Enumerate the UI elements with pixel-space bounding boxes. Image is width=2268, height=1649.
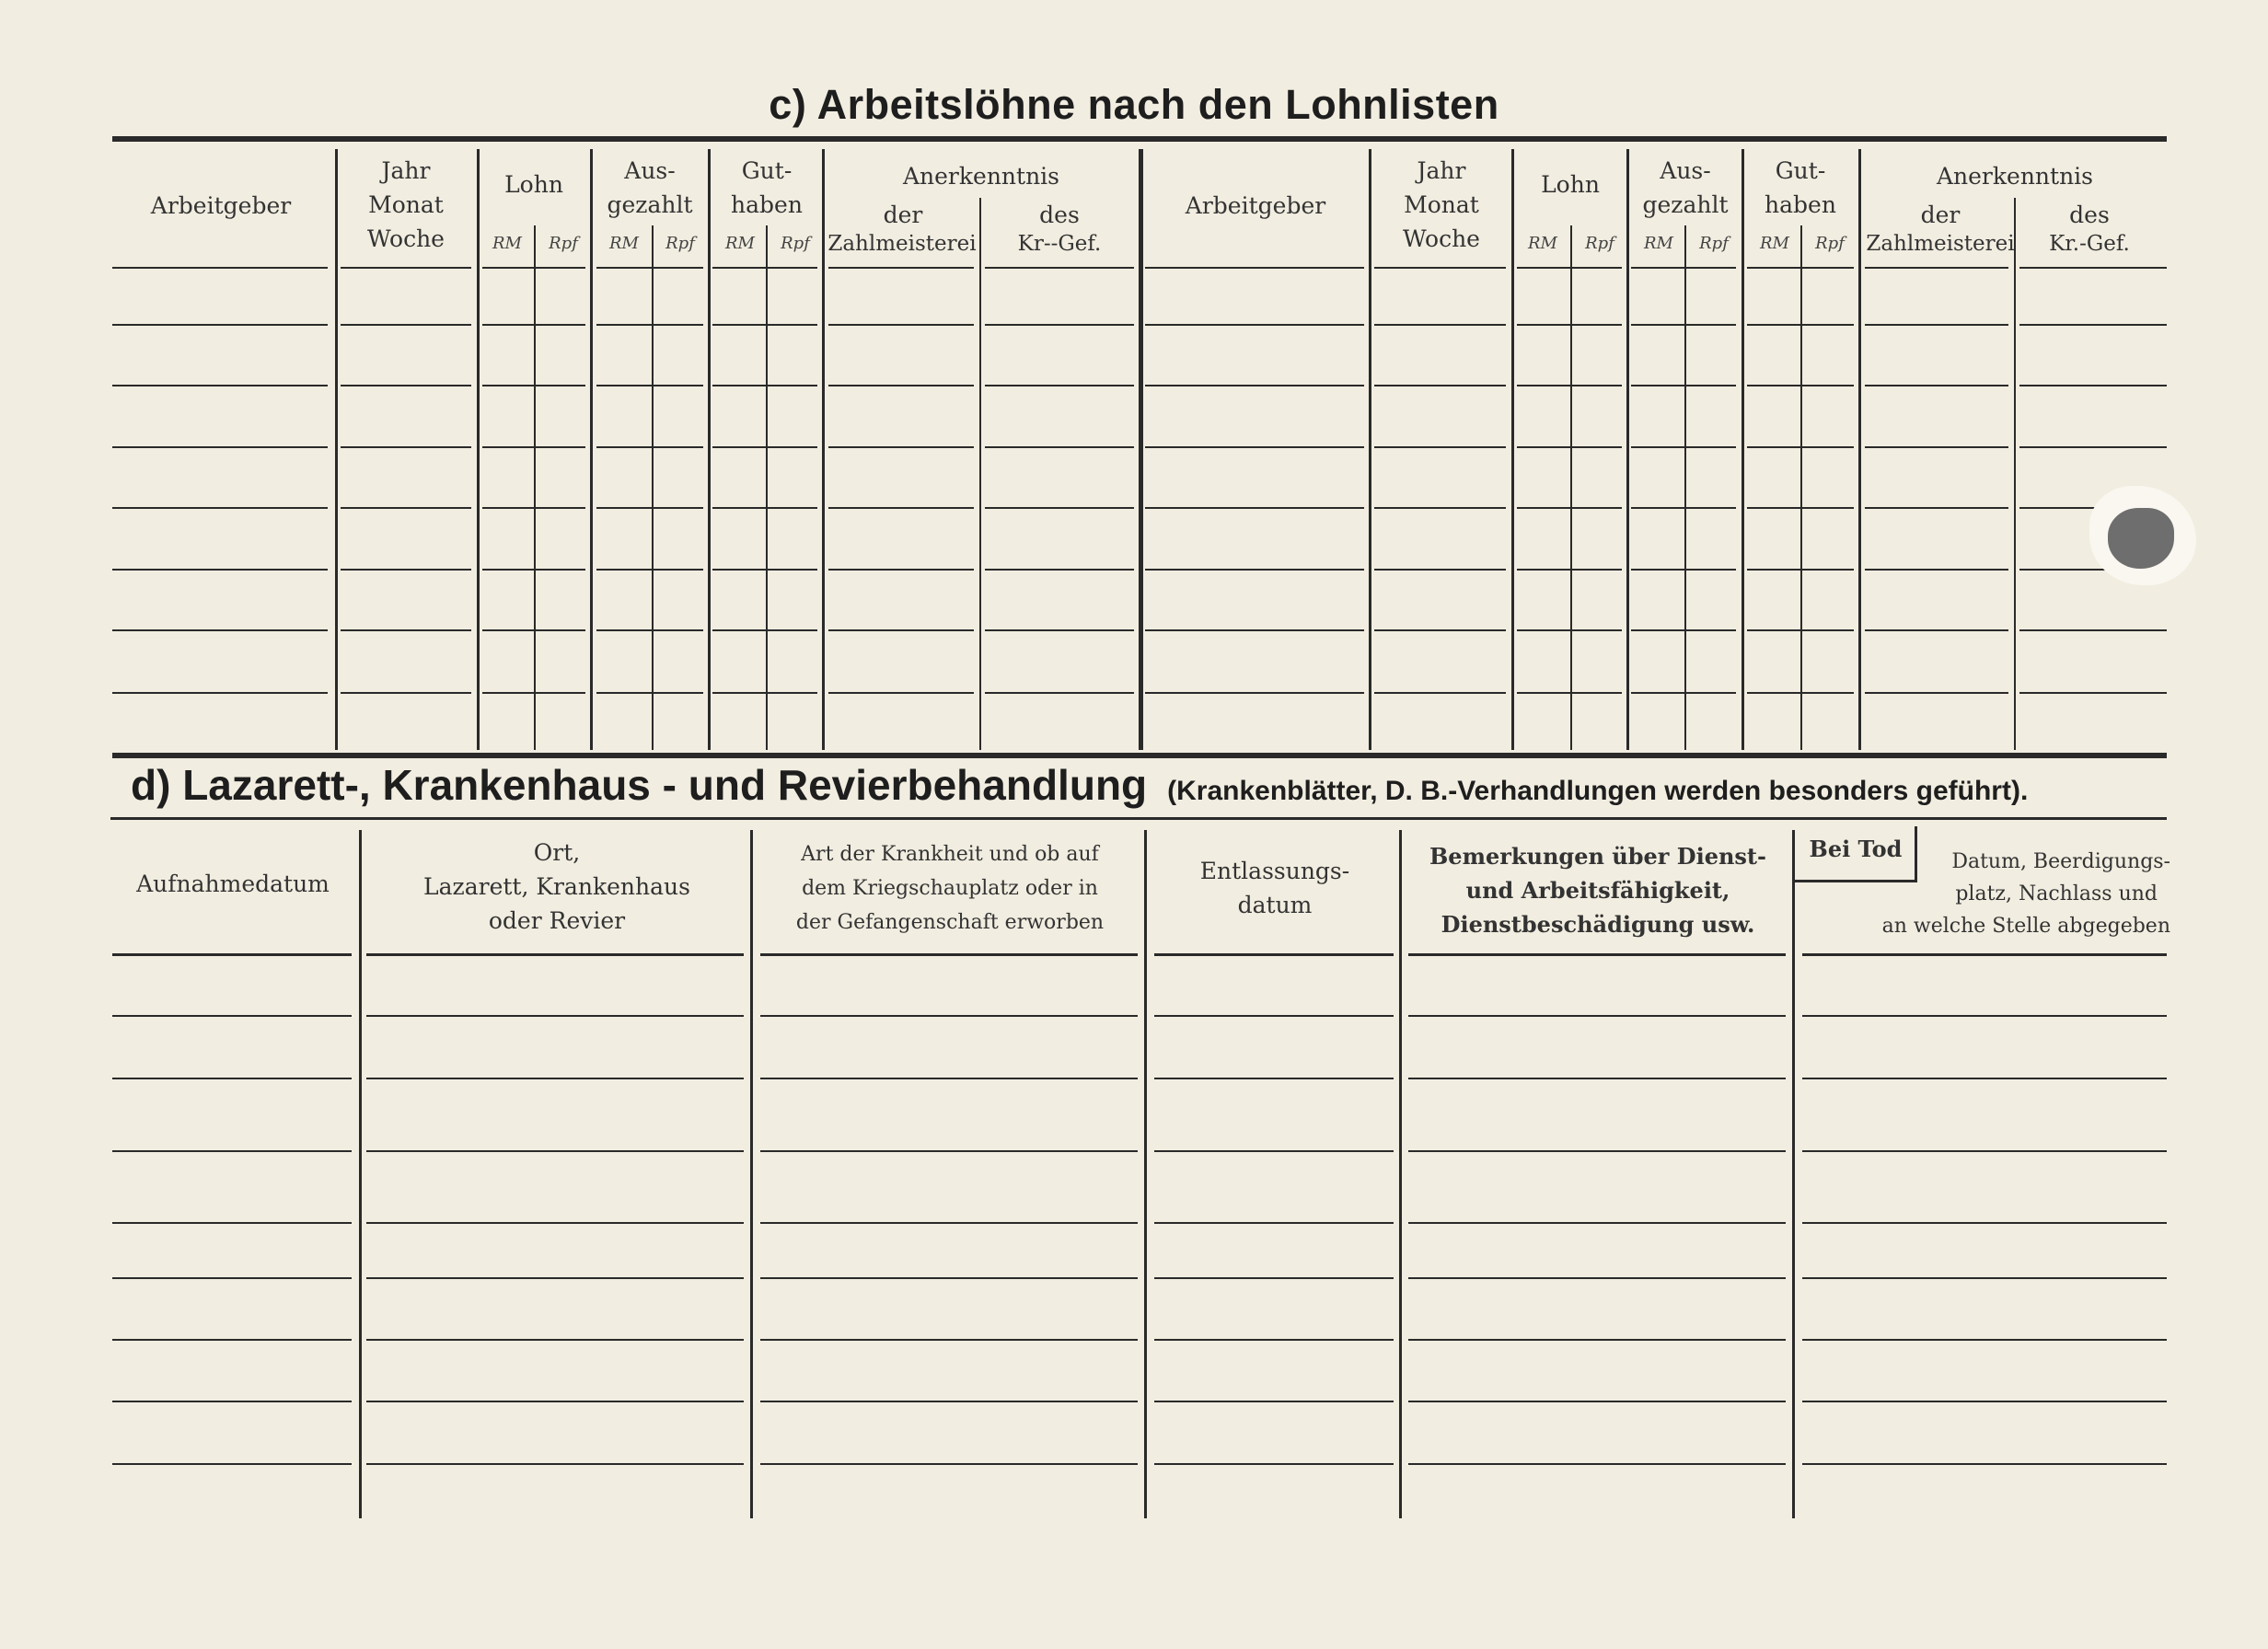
column-divider bbox=[708, 149, 711, 750]
row-line bbox=[828, 507, 974, 509]
row-line bbox=[1631, 692, 1736, 694]
row-line bbox=[712, 385, 817, 386]
row-line bbox=[985, 446, 1134, 448]
row-line bbox=[112, 1277, 352, 1279]
row-line bbox=[1631, 324, 1736, 326]
header-aufnahmedatum: Aufnahmedatum bbox=[136, 871, 330, 897]
column-divider bbox=[1139, 149, 1143, 750]
row-line bbox=[482, 507, 585, 509]
row-line bbox=[112, 1401, 352, 1402]
section-d-top-rule bbox=[110, 817, 2167, 820]
header-ort-line2: Lazarett, Krankenhaus bbox=[423, 873, 690, 900]
row-line bbox=[1517, 569, 1622, 571]
row-line bbox=[1408, 1150, 1786, 1152]
row-line bbox=[1802, 1401, 2167, 1402]
row-line bbox=[341, 507, 471, 509]
row-line bbox=[1145, 507, 1364, 509]
column-divider bbox=[1792, 830, 1795, 1518]
header-woche-right: Woche bbox=[1403, 225, 1480, 252]
row-line bbox=[712, 569, 817, 571]
column-divider bbox=[1144, 830, 1147, 1518]
row-line bbox=[985, 385, 1134, 386]
section-d-title-main: d) Lazarett-, Krankenhaus - und Revierbehandlung bbox=[131, 761, 1148, 809]
column-divider bbox=[1742, 149, 1744, 750]
header-arbeitgeber-left: Arbeitgeber bbox=[150, 192, 292, 219]
header-lohn-right: Lohn bbox=[1541, 171, 1600, 198]
row-line bbox=[112, 1015, 352, 1017]
row-line bbox=[596, 629, 703, 631]
row-line bbox=[985, 692, 1134, 694]
row-line bbox=[482, 629, 585, 631]
header-underline bbox=[366, 953, 744, 956]
row-line bbox=[1154, 1078, 1394, 1079]
sub-column-divider bbox=[534, 225, 536, 750]
row-line bbox=[1517, 629, 1622, 631]
row-line bbox=[366, 1401, 744, 1402]
row-line bbox=[112, 569, 328, 571]
header-underline bbox=[1154, 953, 1394, 956]
header-underline bbox=[1408, 953, 1786, 956]
row-line bbox=[1145, 569, 1364, 571]
row-line bbox=[112, 507, 328, 509]
unit-rpf: Rpf bbox=[1699, 234, 1729, 253]
row-line bbox=[112, 1150, 352, 1152]
row-line bbox=[985, 629, 1134, 631]
row-line bbox=[2019, 385, 2167, 386]
row-line bbox=[1154, 1401, 1394, 1402]
row-line bbox=[1154, 1222, 1394, 1224]
header-anerkenntnis-right: Anerkenntnis bbox=[1936, 163, 2094, 190]
header-entlassungs-line2: datum bbox=[1237, 892, 1313, 918]
row-line bbox=[1802, 1015, 2167, 1017]
header-monat-right: Monat bbox=[1404, 191, 1479, 218]
row-line bbox=[985, 507, 1134, 509]
sub-column-divider bbox=[979, 198, 981, 750]
row-line bbox=[1145, 629, 1364, 631]
header-ort-line3: oder Revier bbox=[488, 907, 626, 934]
row-line bbox=[828, 569, 974, 571]
header-entlassungs-line1: Entlassungs- bbox=[1199, 858, 1350, 884]
header-underline bbox=[482, 267, 585, 269]
header-underline bbox=[1865, 267, 2008, 269]
header-underline bbox=[112, 953, 352, 956]
header-underline bbox=[112, 267, 328, 269]
header-gezahlt-left: gezahlt bbox=[607, 191, 693, 218]
row-line bbox=[341, 385, 471, 386]
header-underline bbox=[1631, 267, 1736, 269]
header-zahlmeisterei-left: Zahlmeisterei bbox=[827, 232, 977, 256]
row-line bbox=[1865, 385, 2008, 386]
row-line bbox=[1517, 324, 1622, 326]
unit-rpf: Rpf bbox=[665, 234, 695, 253]
section-d-note: (Krankenblätter, D. B.-Verhandlungen werden besonders geführt). bbox=[1167, 776, 2029, 806]
section-c-top-rule bbox=[112, 136, 2167, 142]
header-underline bbox=[1145, 267, 1364, 269]
row-line bbox=[1154, 1015, 1394, 1017]
row-line bbox=[1517, 692, 1622, 694]
header-aus-left: Aus- bbox=[624, 157, 676, 184]
row-line bbox=[1865, 692, 2008, 694]
row-line bbox=[712, 446, 817, 448]
row-line bbox=[1747, 446, 1854, 448]
row-line bbox=[760, 1277, 1138, 1279]
unit-rm: RM bbox=[492, 234, 522, 253]
row-line bbox=[1408, 1078, 1786, 1079]
header-bemerkungen-line2: und Arbeitsfähigkeit, bbox=[1465, 877, 1730, 904]
header-bei-tod: Bei Tod bbox=[1809, 836, 1903, 862]
section-d-title bbox=[131, 760, 2028, 815]
row-line bbox=[1631, 629, 1736, 631]
row-line bbox=[366, 1277, 744, 1279]
header-underline bbox=[828, 267, 974, 269]
row-line bbox=[112, 629, 328, 631]
header-jahr-right: Jahr bbox=[1417, 157, 1466, 184]
row-line bbox=[1408, 1463, 1786, 1465]
row-line bbox=[366, 1150, 744, 1152]
row-line bbox=[760, 1463, 1138, 1465]
row-line bbox=[1408, 1015, 1786, 1017]
row-line bbox=[341, 569, 471, 571]
row-line bbox=[760, 1078, 1138, 1079]
row-line bbox=[112, 1463, 352, 1465]
row-line bbox=[596, 692, 703, 694]
row-line bbox=[1747, 629, 1854, 631]
row-line bbox=[760, 1401, 1138, 1402]
sub-column-divider bbox=[652, 225, 654, 750]
row-line bbox=[366, 1463, 744, 1465]
header-underline bbox=[2019, 267, 2167, 269]
row-line bbox=[1747, 385, 1854, 386]
row-line bbox=[828, 629, 974, 631]
punched-hole bbox=[2108, 508, 2174, 569]
row-line bbox=[1374, 385, 1506, 386]
row-line bbox=[712, 507, 817, 509]
header-jahr-left: Jahr bbox=[381, 157, 431, 184]
row-line bbox=[366, 1015, 744, 1017]
header-datum-line2: platz, Nachlass und bbox=[1955, 882, 2158, 905]
row-line bbox=[1747, 692, 1854, 694]
header-underline bbox=[341, 267, 471, 269]
row-line bbox=[482, 385, 585, 386]
row-line bbox=[828, 446, 974, 448]
header-anerkenntnis-left: Anerkenntnis bbox=[902, 163, 1060, 190]
header-underline bbox=[1517, 267, 1622, 269]
column-divider bbox=[1511, 149, 1514, 750]
row-line bbox=[712, 324, 817, 326]
row-line bbox=[828, 385, 974, 386]
row-line bbox=[1408, 1277, 1786, 1279]
header-krgef-left: Kr--Gef. bbox=[1017, 232, 1102, 256]
row-line bbox=[341, 446, 471, 448]
unit-rpf: Rpf bbox=[1815, 234, 1845, 253]
column-divider bbox=[359, 830, 362, 1518]
row-line bbox=[482, 446, 585, 448]
header-der-right: der bbox=[1920, 202, 1961, 228]
row-line bbox=[112, 446, 328, 448]
row-line bbox=[1145, 692, 1364, 694]
section-separator-rule bbox=[112, 753, 2167, 758]
header-underline bbox=[1374, 267, 1506, 269]
header-gezahlt-right: gezahlt bbox=[1642, 191, 1729, 218]
row-line bbox=[482, 692, 585, 694]
row-line bbox=[1865, 507, 2008, 509]
unit-rpf: Rpf bbox=[549, 234, 578, 253]
row-line bbox=[112, 1078, 352, 1079]
header-underline bbox=[712, 267, 817, 269]
header-haben-right: haben bbox=[1765, 191, 1836, 218]
unit-rm: RM bbox=[1760, 234, 1789, 253]
header-ort-line1: Ort, bbox=[533, 839, 581, 866]
sub-column-divider bbox=[766, 225, 768, 750]
row-line bbox=[112, 1339, 352, 1341]
row-line bbox=[1374, 446, 1506, 448]
row-line bbox=[1802, 1339, 2167, 1341]
sub-column-divider bbox=[1800, 225, 1802, 750]
row-line bbox=[1154, 1150, 1394, 1152]
row-line bbox=[596, 385, 703, 386]
header-arbeitgeber-right: Arbeitgeber bbox=[1185, 192, 1326, 219]
row-line bbox=[1865, 446, 2008, 448]
header-datum-line1: Datum, Beerdigungs- bbox=[1951, 850, 2170, 873]
header-gut-right: Gut- bbox=[1775, 157, 1826, 184]
row-line bbox=[1145, 385, 1364, 386]
row-line bbox=[1408, 1339, 1786, 1341]
row-line bbox=[712, 692, 817, 694]
section-c-title: c) Arbeitslöhne nach den Lohnlisten bbox=[769, 81, 1499, 128]
row-line bbox=[1517, 385, 1622, 386]
row-line bbox=[596, 324, 703, 326]
row-line bbox=[1865, 629, 2008, 631]
row-line bbox=[828, 324, 974, 326]
header-des-left: des bbox=[1039, 202, 1080, 228]
row-line bbox=[1154, 1339, 1394, 1341]
row-line bbox=[1747, 569, 1854, 571]
unit-rm: RM bbox=[1528, 234, 1557, 253]
row-line bbox=[1631, 446, 1736, 448]
header-des-right: des bbox=[2069, 202, 2110, 228]
row-line bbox=[366, 1339, 744, 1341]
row-line bbox=[2019, 324, 2167, 326]
header-underline bbox=[1802, 953, 2167, 956]
row-line bbox=[366, 1222, 744, 1224]
row-line bbox=[1802, 1078, 2167, 1079]
row-line bbox=[596, 569, 703, 571]
header-art-line3: der Gefangenschaft erworben bbox=[795, 911, 1105, 934]
row-line bbox=[760, 1222, 1138, 1224]
row-line bbox=[828, 692, 974, 694]
sub-column-divider bbox=[1570, 225, 1572, 750]
row-line bbox=[1374, 324, 1506, 326]
header-bemerkungen-line1: Bemerkungen über Dienst- bbox=[1429, 843, 1766, 870]
row-line bbox=[341, 629, 471, 631]
row-line bbox=[1374, 629, 1506, 631]
row-line bbox=[1408, 1401, 1786, 1402]
row-line bbox=[1374, 692, 1506, 694]
unit-rm: RM bbox=[1644, 234, 1673, 253]
row-line bbox=[2019, 629, 2167, 631]
row-line bbox=[1631, 385, 1736, 386]
row-line bbox=[1802, 1222, 2167, 1224]
row-line bbox=[1631, 569, 1736, 571]
row-line bbox=[2019, 692, 2167, 694]
header-art-line2: dem Kriegschauplatz oder in bbox=[802, 877, 1098, 900]
row-line bbox=[1145, 324, 1364, 326]
row-line bbox=[1802, 1277, 2167, 1279]
header-art-line1: Art der Krankheit und ob auf bbox=[801, 843, 1099, 866]
row-line bbox=[760, 1339, 1138, 1341]
row-line bbox=[1145, 446, 1364, 448]
row-line bbox=[1747, 324, 1854, 326]
header-underline bbox=[760, 953, 1138, 956]
column-divider bbox=[477, 149, 480, 750]
column-divider bbox=[750, 830, 753, 1518]
unit-rm: RM bbox=[725, 234, 755, 253]
row-line bbox=[482, 324, 585, 326]
unit-rpf: Rpf bbox=[781, 234, 810, 253]
header-zahlmeisterei-right: Zahlmeisterei bbox=[1866, 232, 2015, 256]
header-woche-left: Woche bbox=[367, 225, 445, 252]
row-line bbox=[112, 385, 328, 386]
row-line bbox=[1517, 507, 1622, 509]
sub-column-divider bbox=[1684, 225, 1686, 750]
row-line bbox=[1802, 1463, 2167, 1465]
row-line bbox=[341, 692, 471, 694]
row-line bbox=[482, 569, 585, 571]
row-line bbox=[1865, 569, 2008, 571]
row-line bbox=[1374, 569, 1506, 571]
column-divider bbox=[1399, 830, 1402, 1518]
header-underline bbox=[1747, 267, 1854, 269]
header-lohn-left: Lohn bbox=[504, 171, 563, 198]
header-underline bbox=[985, 267, 1134, 269]
header-underline bbox=[596, 267, 703, 269]
row-line bbox=[760, 1150, 1138, 1152]
row-line bbox=[985, 324, 1134, 326]
row-line bbox=[596, 507, 703, 509]
row-line bbox=[112, 324, 328, 326]
row-line bbox=[985, 569, 1134, 571]
header-datum-line3: an welche Stelle abgegeben bbox=[1881, 915, 2170, 938]
row-line bbox=[341, 324, 471, 326]
header-haben-left: haben bbox=[731, 191, 803, 218]
row-line bbox=[760, 1015, 1138, 1017]
row-line bbox=[2019, 446, 2167, 448]
row-line bbox=[596, 446, 703, 448]
row-line bbox=[1802, 1150, 2167, 1152]
header-monat-left: Monat bbox=[368, 191, 444, 218]
row-line bbox=[1154, 1463, 1394, 1465]
sub-column-divider bbox=[2014, 198, 2016, 750]
header-der-left: der bbox=[883, 202, 923, 228]
row-line bbox=[112, 692, 328, 694]
unit-rpf: Rpf bbox=[1585, 234, 1614, 253]
header-gut-left: Gut- bbox=[741, 157, 793, 184]
row-line bbox=[1517, 446, 1622, 448]
row-line bbox=[366, 1078, 744, 1079]
row-line bbox=[112, 1222, 352, 1224]
row-line bbox=[1408, 1222, 1786, 1224]
row-line bbox=[1747, 507, 1854, 509]
row-line bbox=[712, 629, 817, 631]
unit-rm: RM bbox=[609, 234, 639, 253]
row-line bbox=[1154, 1277, 1394, 1279]
row-line bbox=[1865, 324, 2008, 326]
header-aus-right: Aus- bbox=[1660, 157, 1711, 184]
header-bemerkungen-line3: Dienstbeschädigung usw. bbox=[1441, 911, 1755, 938]
row-line bbox=[1374, 507, 1506, 509]
header-krgef-right: Kr.-Gef. bbox=[2049, 232, 2130, 256]
row-line bbox=[1631, 507, 1736, 509]
